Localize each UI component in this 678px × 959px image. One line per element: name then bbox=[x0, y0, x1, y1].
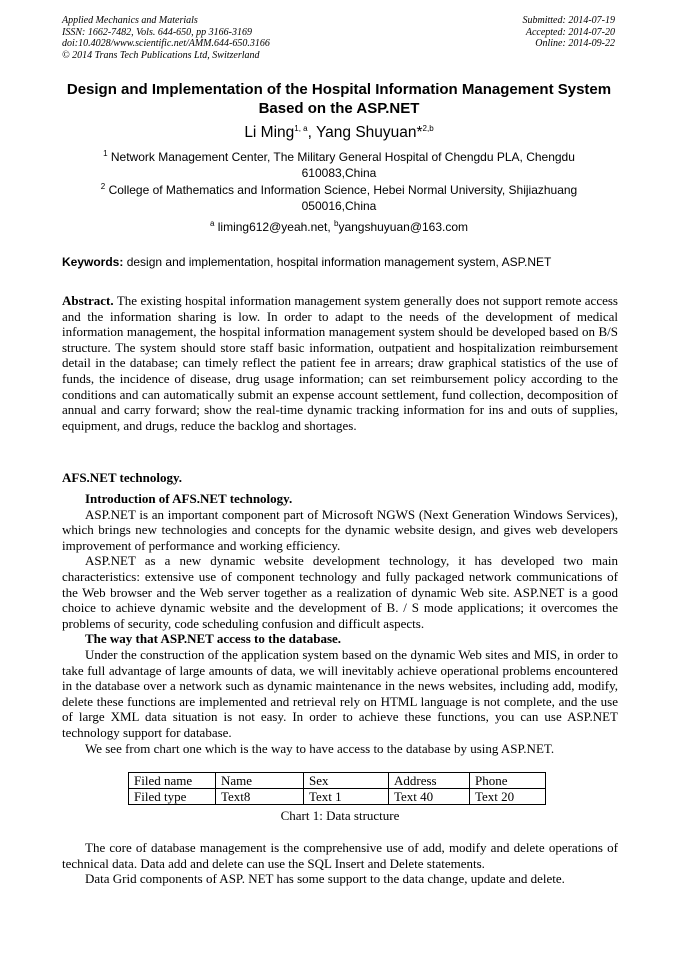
affiliation-2 bbox=[72, 182, 606, 214]
author-2: Yang Shuyuan* bbox=[315, 124, 423, 141]
keywords-text: design and implementation, hospital information management system, ASP.NET bbox=[123, 255, 552, 269]
table-cell: Filed name bbox=[129, 773, 216, 789]
table-cell: Address bbox=[389, 773, 470, 789]
paragraph: ASP.NET is an important component part of Microsoft NGWS (Next Generation Windows Services), which brings new technologies and concepts for the dynamic website design, and gives web developers improvement of performance and working efficiency. bbox=[62, 506, 618, 553]
author-line bbox=[62, 123, 616, 142]
accepted-date: Accepted: 2014-07-20 bbox=[525, 26, 615, 38]
affiliation-2-number: 2 bbox=[100, 182, 106, 191]
section-body bbox=[62, 491, 618, 756]
journal-copyright: © 2014 Trans Tech Publications Ltd, Switzerland bbox=[62, 49, 260, 61]
paragraph: Data Grid components of ASP. NET has some support to the data change, update and delete. bbox=[85, 871, 565, 887]
paragraph: ASP.NET as a new dynamic website development technology, it has developed two main characteristics: extensive use of component technology and fully packaged network communications of the Web browser and the Web server together as a realization of dynamic Web site. ASP.NET is a good choice to achieve dynamic website and the development of B. / S mode applications; it overcomes the problems of security, code scheduling confusion and difficult aspects. bbox=[62, 553, 618, 631]
paragraph: The core of database management is the comprehensive use of add, modify and delete operations of technical data. Data add and delete can use the SQL Insert and Delete statements. bbox=[62, 840, 618, 871]
journal-header-right bbox=[523, 15, 616, 50]
journal-header-left bbox=[62, 15, 270, 61]
affiliation-1-text: Network Management Center, The Military General Hospital of Chengdu PLA, Chengdu 610083,China bbox=[110, 150, 575, 180]
keywords-label: Keywords: bbox=[62, 255, 124, 269]
table-cell: Sex bbox=[304, 773, 389, 789]
author-1-affiliation: 1, a bbox=[294, 123, 308, 133]
author-separator: , bbox=[307, 124, 316, 141]
table-cell: Text 40 bbox=[389, 789, 470, 805]
journal-doi: doi:10.4028/www.scientific.net/AMM.644-650.3166 bbox=[62, 38, 270, 49]
email-a: liming612@yeah.net, bbox=[217, 220, 334, 234]
data-structure-table bbox=[128, 772, 546, 805]
table-cell: Text8 bbox=[216, 789, 304, 805]
closing-paragraphs bbox=[62, 840, 618, 887]
table-row bbox=[129, 773, 546, 789]
online-date: Online: 2014-09-22 bbox=[535, 38, 615, 49]
section-heading: AFS.NET technology. bbox=[62, 470, 183, 485]
email-b: yangshuyuan@163.com bbox=[338, 220, 469, 234]
journal-name: Applied Mechanics and Materials bbox=[62, 15, 198, 26]
email-a-marker: a bbox=[209, 219, 215, 228]
email-b-marker: b bbox=[333, 219, 339, 228]
submitted-date: Submitted: 2014-07-19 bbox=[522, 15, 615, 26]
table-cell: Filed type bbox=[129, 789, 216, 805]
author-emails bbox=[62, 219, 616, 235]
author-2-affiliation: 2,b bbox=[422, 123, 434, 133]
abstract-text: The existing hospital information management system generally does not support remote access and the information sharing is low. In order to adapt to the needs of the development of medical information management, the hospital information management system should be developed based on B/S structure. The system should store staff basic information, outpatient and hospitalization reimbursement detail in the database; can timely reflect the patient fee in arrears; draw graphical statistics of the use of funds, the incidence of disease, drug usage information; can set reimbursement policy according to the conditions and can automatically submit an expense account settlement, fund collection, decomposition of annual and carry forward; show the real-time dynamic tracking information for ins and outs of supplies, equipment, and drugs, reduce the backlog and shortages. bbox=[62, 293, 618, 433]
table-caption: Chart 1: Data structure bbox=[280, 808, 400, 823]
subsection-heading-1: Introduction of AFS.NET technology. bbox=[85, 491, 293, 506]
paragraph: We see from chart one which is the way to have access to the database by using ASP.NET. bbox=[85, 740, 555, 756]
table-cell: Text 20 bbox=[470, 789, 546, 805]
abstract bbox=[62, 293, 618, 433]
author-1: Li Ming bbox=[244, 124, 295, 141]
affiliation-1 bbox=[72, 149, 606, 181]
table-row bbox=[129, 789, 546, 805]
table-cell: Phone bbox=[470, 773, 546, 789]
keywords bbox=[62, 254, 618, 270]
affiliation-1-number: 1 bbox=[103, 149, 108, 158]
affiliation-2-text: College of Mathematics and Information Science, Hebei Normal University, Shijiazhuang 050016,China bbox=[108, 183, 578, 213]
paper-title: Design and Implementation of the Hospital Information Management System Based on the ASP.NET bbox=[66, 81, 612, 117]
journal-issn: ISSN: 1662-7482, Vols. 644-650, pp 3166-3169 bbox=[62, 26, 252, 38]
paragraph: Under the construction of the application system based on the dynamic Web sites and MIS, in order to take full advantage of large amounts of data, we will inevitably achieve operational problems encountered in the database over a network such as dynamic maintenance in the news websites, including add, modify, delete these functions are implemented and retrieval rely on HTML language is not complete, and the use of large XML data situation is not easy. In order to achieve these functions, you can use ASP.NET technology support for database. bbox=[62, 646, 618, 740]
subsection-heading-2: The way that ASP.NET access to the database. bbox=[85, 631, 342, 647]
table-cell: Text 1 bbox=[304, 789, 389, 805]
abstract-label: Abstract. bbox=[62, 293, 114, 308]
table-cell: Name bbox=[216, 773, 304, 789]
